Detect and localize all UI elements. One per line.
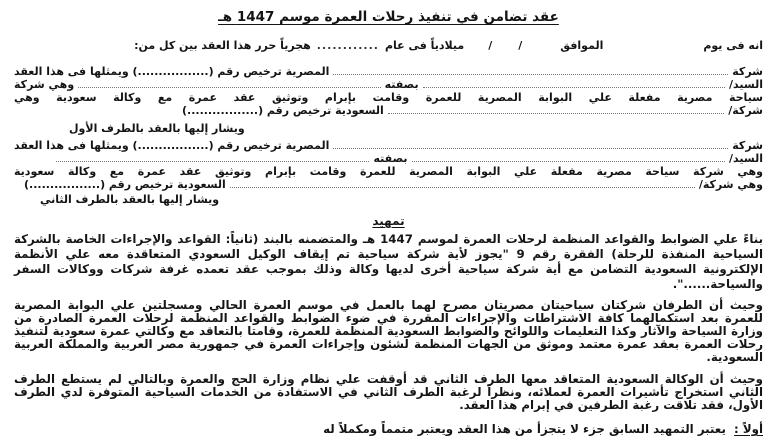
- preamble-paragraph-3: وحيث أن الوكالة السعودية المتعاقد معها الطرف الثاني قد أوقفت علي نظام وزارة الحج والعمرة وبالتالي لم يستطع الطرف الثاني استخراج تأشيرات العمرة لعملائه، ونظراً لرغبة الطرف الثاني في الاستفادة من الخدمات السياحية المتوفرة لدي الطرف الأول، فقد تلاقت رغبة الطرفين في إبرام هذا العقد.: [14, 372, 763, 412]
- party2-saudi-company-label: وهي شركة/: [698, 178, 763, 191]
- date-slash-2: /: [488, 39, 493, 52]
- party1-row-saudi-agency: [14, 104, 763, 117]
- date-dotted-blank: ............: [316, 39, 379, 52]
- party2-capacity-label: بصفته: [373, 152, 408, 165]
- document-title: [14, 9, 763, 25]
- party1-row-representative: [14, 78, 763, 91]
- party2-license-text: المصرية ترخيص رقم (.................) ويمثلها فى هذا العقد: [14, 139, 330, 152]
- clause-first: [14, 422, 763, 436]
- party1-capacity-blank: [78, 78, 380, 88]
- party1-mr-label: السيد/: [729, 78, 763, 91]
- party2-company-label: شركة: [732, 139, 763, 152]
- party1-company-name-blank: [333, 65, 728, 75]
- party1-saudi-license-text: السعودية ترخيص رقم (.................): [182, 104, 384, 117]
- party1-capacity-label: بصفته: [384, 78, 419, 91]
- date-line-hijri-close: هجرياً حرر هذا العقد بين كل من:: [134, 39, 311, 52]
- preamble-paragraph-1: بناءً علي الضوابط والقواعد المنظمة لرحلات العمرة لموسم 1447 هـ والمتضمنه بالبند (ثانياً: القواعد والإجراءات الخاصة بالشركة السياحية المنفذة للرحلة) الفقرة رقم 9 "يجوز لأية شركة سياحية تم إيقاف الوكيل السعودي المتعاقدة معه علي الأنظمة الإلكترونية السعودية التضامن مع أية شركة سياحية أخرى لديها وكالة وذلك بموجب عقد تعمده غرفة شركات ووكالات السفر والسياحة......".: [14, 232, 763, 291]
- party2-block: [14, 139, 763, 191]
- party1-company-tail: وهي شركة: [14, 78, 75, 91]
- clause-first-text: يعتبر التمهيد السابق جزء لا يتجزأ من هذا العقد ويعتبر متمماً ومكملاً له: [323, 422, 726, 436]
- date-slash-1: /: [518, 39, 523, 52]
- party1-representative-name-blank: [423, 78, 725, 88]
- party2-reference-line: ويشار إليها بالعقد بالطرف الثاني: [40, 193, 220, 206]
- party2-row-representative: [14, 152, 763, 165]
- party2-description-line: وهي شركة سياحة مصرية مفعلة علي البوابة المصرية للعمرة وقامت بإبرام وتوثيق عقد عمرة مع وكالة سعودية: [14, 165, 763, 178]
- party1-saudi-company-name-blank: [388, 104, 724, 114]
- preamble-paragraph-2: وحيث أن الطرفان شركتان سياحيتان مصريتان مصرح لهما بالعمل في موسم العمرة الحالي ومسجلتين علي البوابة المصرية للعمرة بعد استكمالهما كافة الاشتراطات والإجراءات المقررة في ضوء الضوابط والقواعد المنظمة لرحلات العمرة الصادرة من وزارة السياحة والآثار وكذا التعليمات واللوائح والضوابط السعودية المنظمة للعمرة، وقامتا بالتعاقد مع وكالتي عمرة سعودية لتنفيذ رحلات العمرة بعقد عمرة معتمد وموثق من الجهات المنظمة لشئون وإجراءات العمرة في جمهورية مصر العربية والمملكة العربية السعودية.: [14, 298, 763, 364]
- party2-representative-name-blank: [412, 152, 725, 162]
- party1-reference-line: ويشار إليها بالعقد بالطرف الأول: [69, 122, 245, 135]
- party1-block: [14, 65, 763, 117]
- clause-first-lead: أولاً :: [734, 422, 763, 436]
- party1-license-text: المصرية ترخيص رقم (.................) ويمثلها فى هذا العقد: [14, 65, 330, 78]
- document-title-text: عقد تضامن في تنفيذ رحلات العمرة موسم 1447 هـ: [218, 9, 559, 25]
- preamble-heading-text: تمهيد: [372, 214, 405, 228]
- party1-saudi-company-label: شركة/: [728, 104, 763, 117]
- date-line-gregorian: ميلادياً فى عام: [384, 39, 465, 52]
- date-line: [14, 39, 763, 52]
- party2-row-company: [14, 139, 763, 152]
- party2-row-saudi-agency: [14, 178, 763, 191]
- party2-company-name-blank: [333, 139, 728, 149]
- party1-row-company: [14, 65, 763, 78]
- party1-company-label: شركة: [732, 65, 763, 78]
- preamble-heading: [14, 214, 763, 228]
- party2-saudi-company-name-blank: [230, 178, 695, 188]
- party2-saudi-license-text: السعودية ترخيص رقم (.................): [24, 178, 226, 191]
- date-line-intro: انه فى يوم: [703, 39, 763, 52]
- party1-description-line: سياحة مصرية مفعلة علي البوابة المصرية للعمرة وقامت بإبرام وتوثيق عقد عمرة مع وكالة سعودية وهي: [14, 91, 763, 104]
- party2-mr-label: السيد/: [729, 152, 763, 165]
- party2-capacity-blank: [56, 152, 369, 162]
- date-line-corresponding: الموافق: [560, 39, 604, 52]
